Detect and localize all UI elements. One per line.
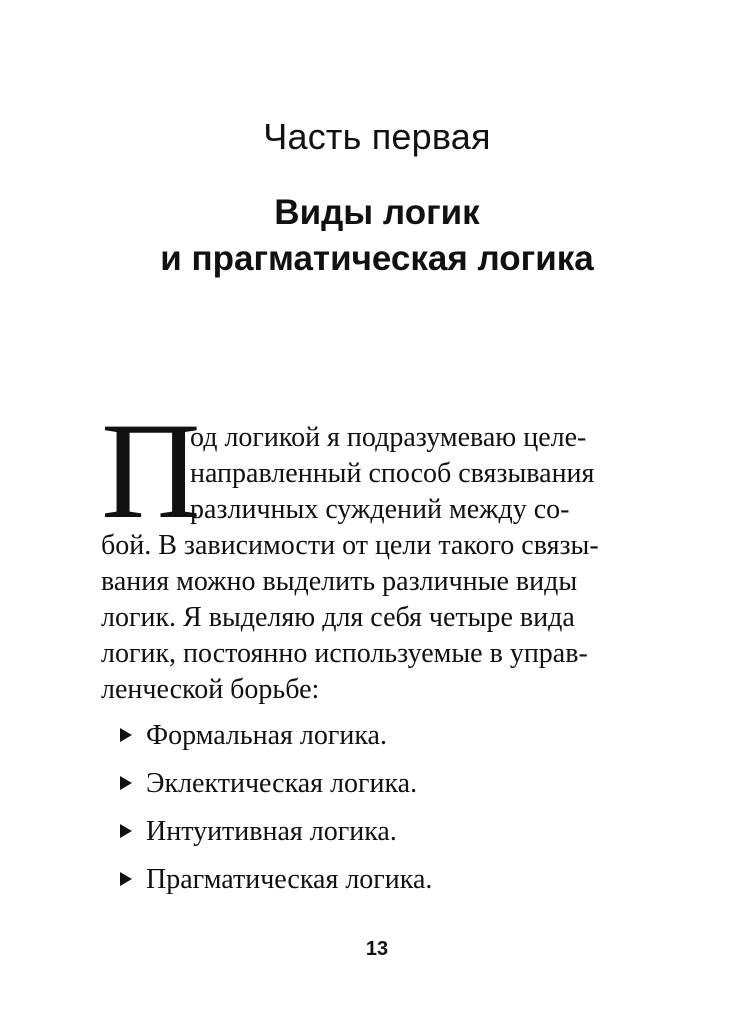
paragraph-line: од логикой я подразумеваю целе- <box>190 422 587 453</box>
list-item <box>120 766 417 802</box>
drop-cap: П <box>101 394 201 547</box>
chapter-title-line: Виды логик <box>274 193 480 232</box>
paragraph-line: различных суждений между со- <box>190 494 570 525</box>
list-item-text: Формальная логика. <box>146 720 387 751</box>
paragraph-line: бой. В зависимости от цели такого связы- <box>101 530 599 561</box>
triangle-bullet-icon <box>120 872 132 886</box>
list-item <box>120 814 397 850</box>
list-item <box>120 862 432 898</box>
triangle-bullet-icon <box>120 776 132 790</box>
list-item <box>120 718 387 754</box>
triangle-bullet-icon <box>120 824 132 838</box>
list-item-text: Эклектическая логика. <box>146 768 418 799</box>
page-number: 13 <box>365 938 389 960</box>
paragraph-line: вания можно выделить различные виды <box>101 566 578 597</box>
list-item-text: Интуитивная логика. <box>146 816 397 847</box>
paragraph-line: направленный способ связывания <box>190 458 595 489</box>
paragraph-line: логик. Я выделяю для себя четыре вида <box>101 602 575 633</box>
chapter-title <box>0 190 754 282</box>
chapter-title-line: и прагматическая логика <box>160 239 594 278</box>
part-label: Часть первая <box>263 116 491 157</box>
paragraph-line: логик, постоянно используемые в управ- <box>101 638 588 669</box>
triangle-bullet-icon <box>120 728 132 742</box>
list-item-text: Прагматическая логика. <box>146 864 433 895</box>
paragraph-line: ленческой борьбе: <box>101 674 320 705</box>
